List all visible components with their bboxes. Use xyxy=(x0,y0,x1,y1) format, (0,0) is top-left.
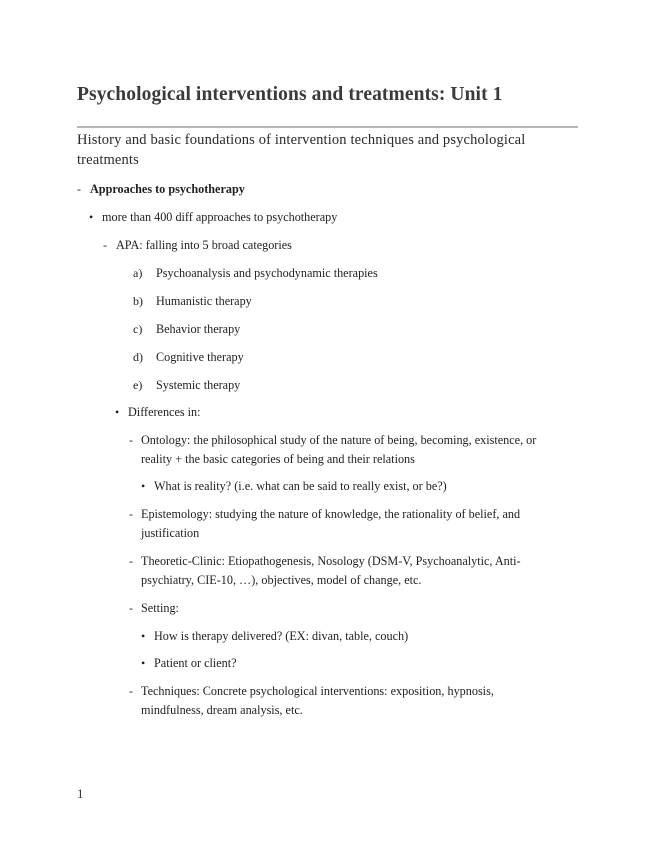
bullet-marker: • xyxy=(141,479,146,493)
dash-marker: - xyxy=(129,684,133,698)
category-item: Psychoanalysis and psychodynamic therapies xyxy=(156,266,378,280)
category-item: Behavior therapy xyxy=(156,322,241,336)
dash-marker: - xyxy=(129,554,133,568)
category-marker: d) xyxy=(133,350,143,364)
list-item-theoretic-clinic: Theoretic-Clinic: Etiopathogenesis, Nosology (DSM-V, Psychoanalytic, Anti-psychiatry, CIE-10, …), objectives, model of change, etc. xyxy=(141,554,521,587)
bullet-marker: • xyxy=(115,405,120,419)
page-number: 1 xyxy=(77,786,84,801)
dash-marker: - xyxy=(103,238,107,252)
section-dash-marker: - xyxy=(77,182,81,196)
list-item-apa: APA: falling into 5 broad categories xyxy=(116,238,292,252)
category-marker: c) xyxy=(133,322,143,336)
list-item-epistemology: Epistemology: studying the nature of knowledge, the rationality of belief, and justification xyxy=(141,507,521,540)
list-item-setting-delivery: How is therapy delivered? (EX: divan, table, couch) xyxy=(154,629,409,643)
category-item: Systemic therapy xyxy=(156,378,241,392)
dash-marker: - xyxy=(129,601,133,615)
category-marker: b) xyxy=(133,294,143,308)
list-item-approaches-count: more than 400 diff approaches to psychotherapy xyxy=(102,210,338,224)
list-item-techniques: Techniques: Concrete psychological interventions: exposition, hypnosis, mindfulness, dream analysis, etc. xyxy=(141,684,494,717)
list-item-setting: Setting: xyxy=(141,601,179,615)
category-item: Humanistic therapy xyxy=(156,294,252,308)
list-item-setting-patient: Patient or client? xyxy=(154,656,237,670)
list-item-ontology-question: What is reality? (i.e. what can be said to really exist, or be?) xyxy=(154,479,447,493)
document-subtitle: History and basic foundations of intervention techniques and psychological treatments xyxy=(77,132,526,168)
document-title: Psychological interventions and treatments: Unit 1 xyxy=(77,84,503,105)
category-marker: a) xyxy=(133,266,143,280)
bullet-marker: • xyxy=(89,210,94,224)
dash-marker: - xyxy=(129,433,133,447)
section-heading: Approaches to psychotherapy xyxy=(90,182,245,196)
title-divider xyxy=(77,126,578,128)
bullet-marker: • xyxy=(141,656,146,670)
bullet-marker: • xyxy=(141,629,146,643)
category-item: Cognitive therapy xyxy=(156,350,244,364)
list-item-ontology: Ontology: the philosophical study of the nature of being, becoming, existence, or reality + the basic categories of being and their relations xyxy=(141,433,537,466)
list-item-differences: Differences in: xyxy=(128,405,201,419)
category-marker: e) xyxy=(133,378,143,392)
dash-marker: - xyxy=(129,507,133,521)
